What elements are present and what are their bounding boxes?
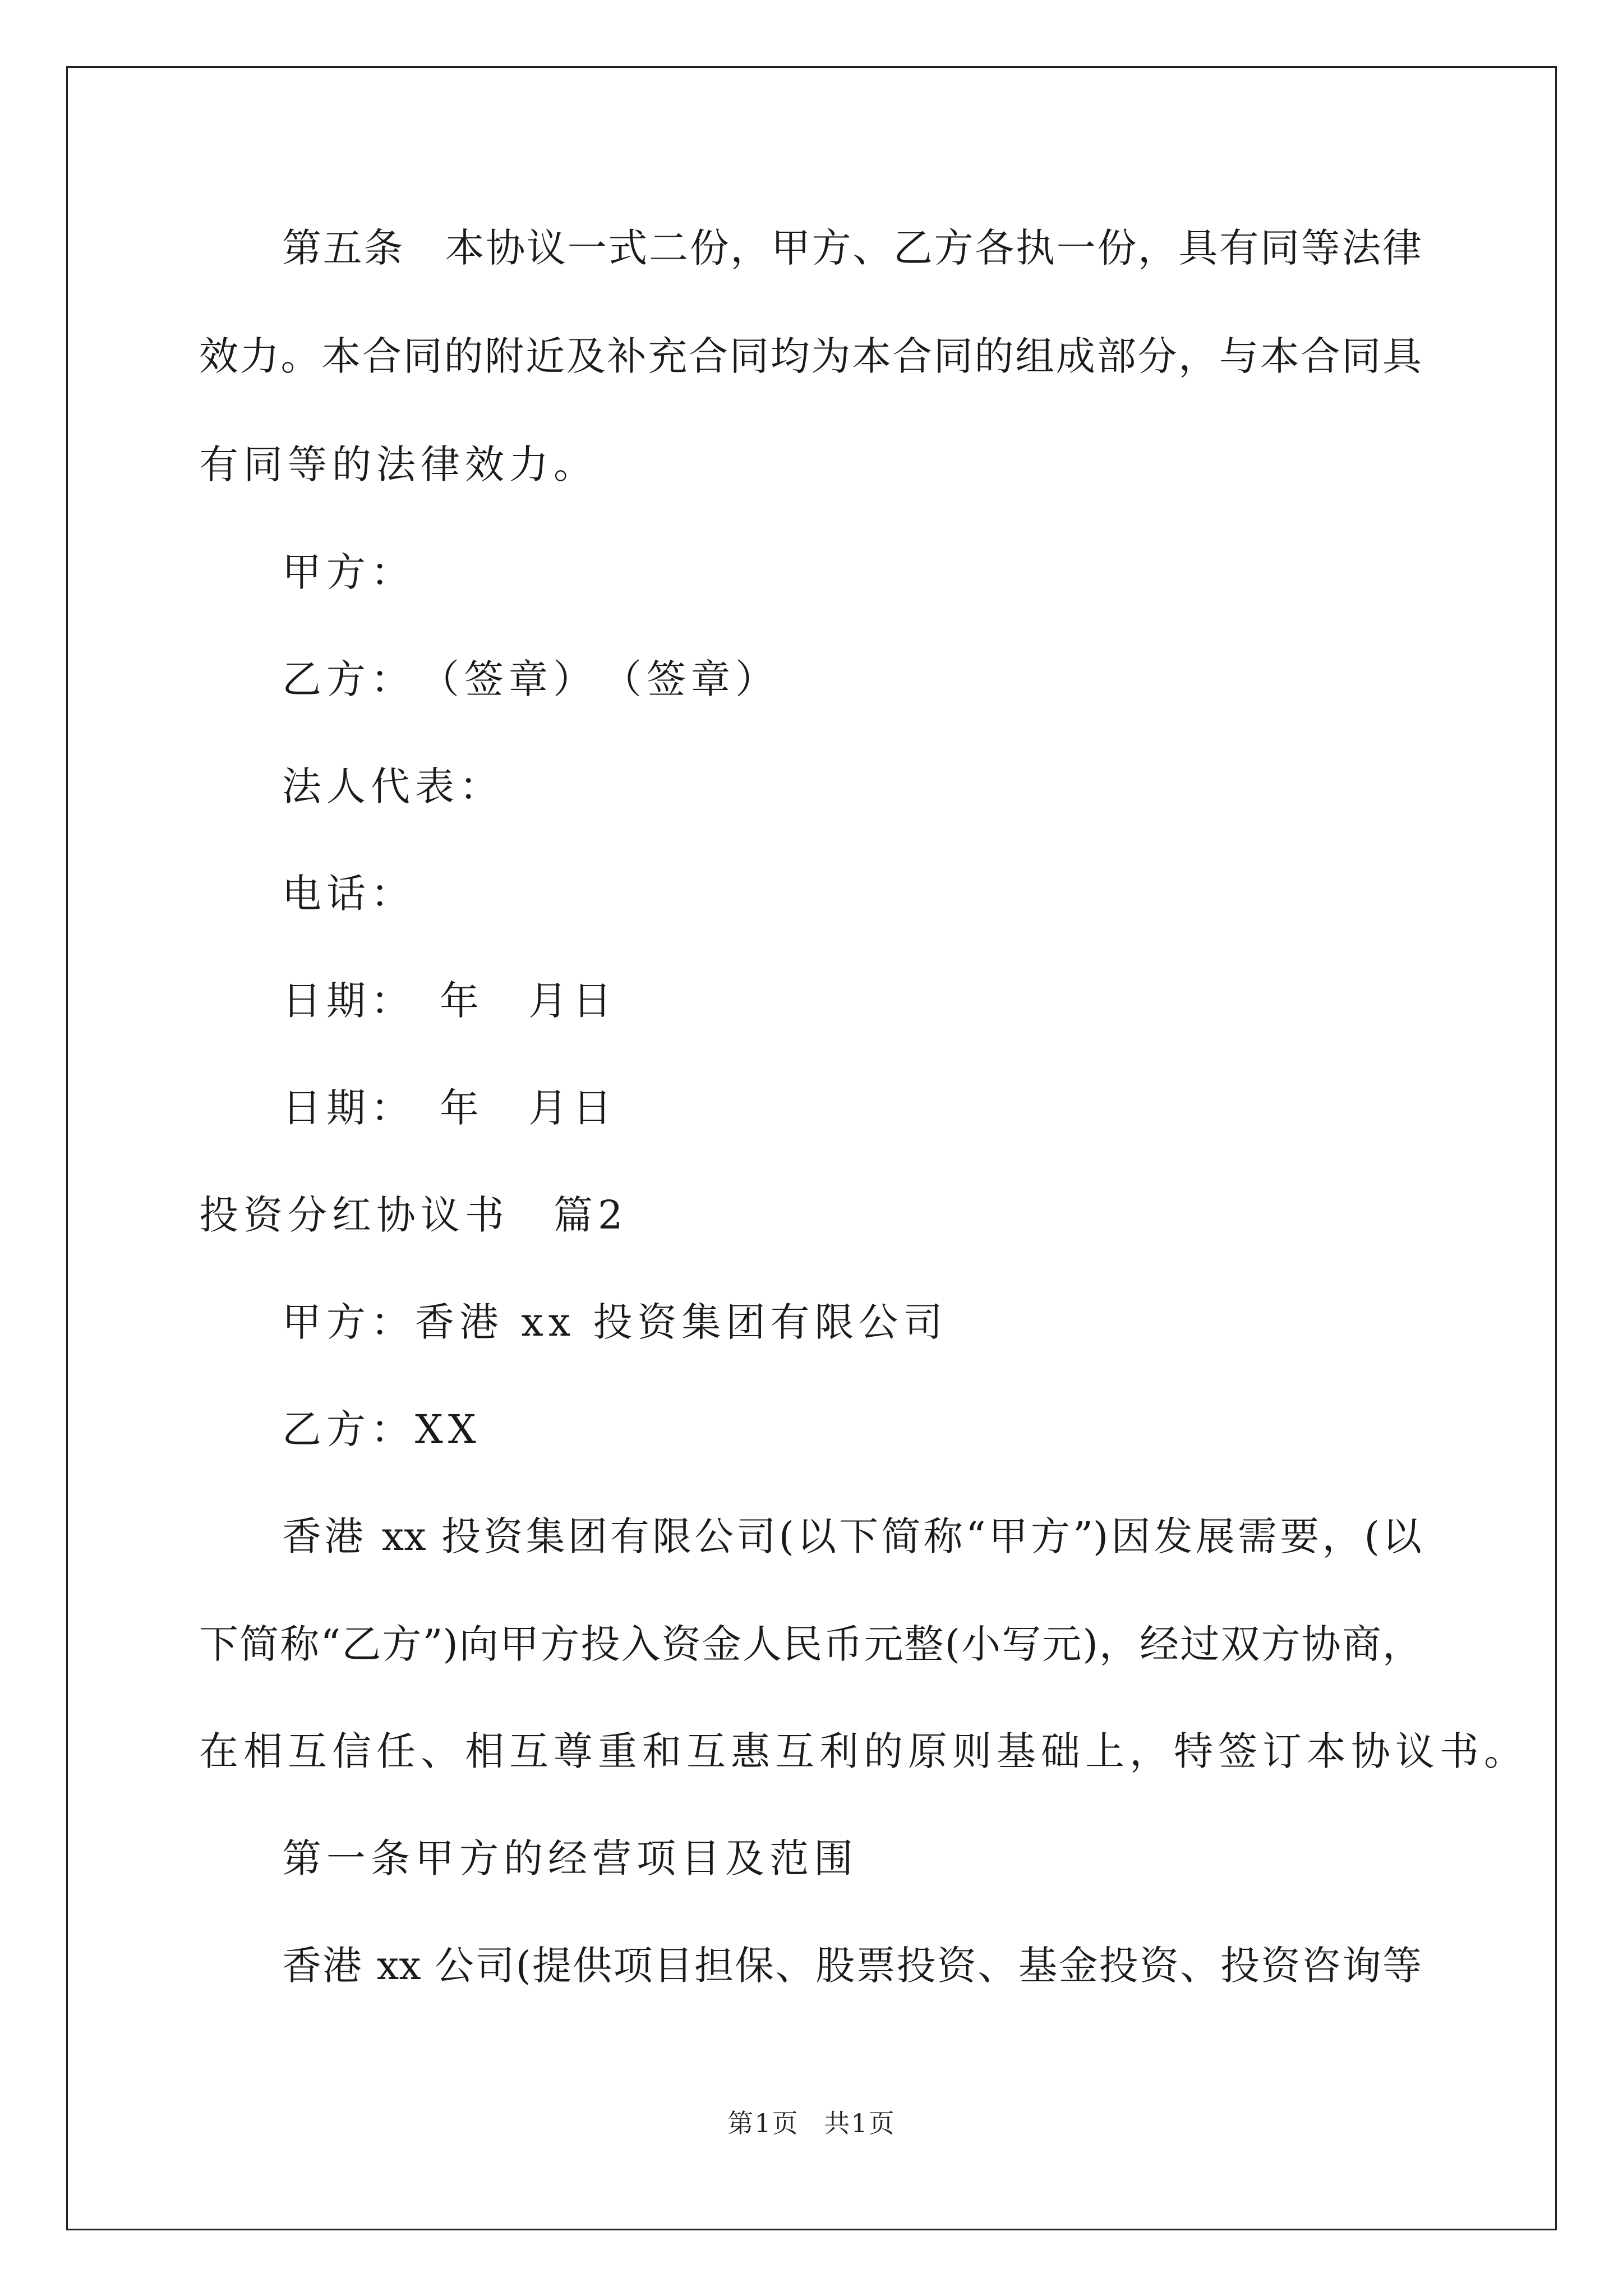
page-footer <box>0 2106 1623 2140</box>
page-total: 共1页 <box>824 2108 896 2138</box>
article-heading: 第一条甲方的经营项目及范围 <box>282 1835 858 1881</box>
paragraph-line: 香港 xx 投资集团有限公司(以下简称“甲方”)因发展需要，(以 <box>282 1513 1422 1559</box>
party-b-signature-line: 乙方： （签章） （签章） <box>282 656 780 702</box>
date-line: 日期： 年 月日 <box>282 978 617 1024</box>
party-a-label: 甲方： <box>282 549 415 595</box>
paragraph-line: 香港 xx 公司(提供项目担保、股票投资、基金投资、投资咨询等 <box>282 1943 1422 1989</box>
paragraph-line: 下简称“乙方”)向甲方投入资金人民币元整(小写元)，经过双方协商， <box>199 1621 1422 1667</box>
page-number: 第1页 <box>727 2108 799 2138</box>
page-border <box>66 66 1557 2230</box>
paragraph-line: 在相互信任、相互尊重和互惠互利的原则基础上，特签订本协议书。 <box>199 1728 1528 1774</box>
party-b-name: 乙方：XX <box>282 1406 481 1452</box>
legal-representative-label: 法人代表： <box>282 763 504 809</box>
paragraph-line: 有同等的法律效力。 <box>199 441 598 487</box>
phone-label: 电话： <box>282 871 415 917</box>
party-a-name: 甲方：香港 xx 投资集团有限公司 <box>282 1299 948 1345</box>
paragraph-line: 效力。本合同的附近及补充合同均为本合同的组成部分，与本合同具 <box>199 333 1422 379</box>
date-line: 日期： 年 月日 <box>282 1085 617 1131</box>
paragraph-line: 第五条 本协议一式二份，甲方、乙方各执一份，具有同等法律 <box>282 225 1422 271</box>
section-heading: 投资分红协议书 篇2 <box>199 1192 628 1238</box>
